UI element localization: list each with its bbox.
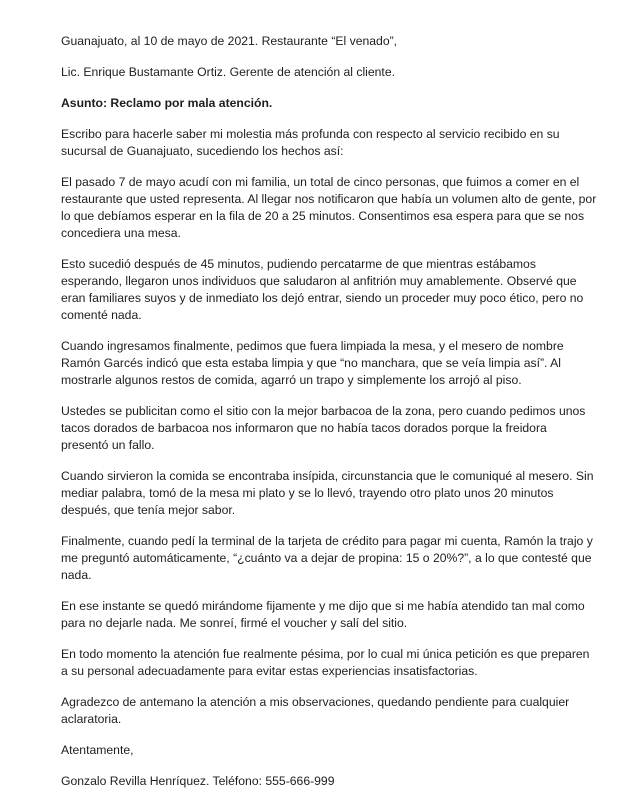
body-paragraph-10: Agradezco de antemano la atención a mis observaciones, quedando pendiente para cualquier aclaratoria.	[61, 695, 570, 726]
subject-line: Asunto: Reclamo por mala atención.	[61, 96, 273, 110]
date-line: Guanajuato, al 10 de mayo de 2021. Restaurante “El venado”,	[61, 34, 398, 48]
recipient-line: Lic. Enrique Bustamante Ortiz. Gerente de atención al cliente.	[61, 65, 395, 79]
body-paragraph-4: Cuando ingresamos finalmente, pedimos que fuera limpiada la mesa, y el mesero de nombre Ramón Garcés indicó que esta estaba limpia y que “no manchara, que se veía limpia así”. Al mostrarle algunos restos de comida, agarró un trapo y simplemente los arrojó al piso.	[61, 339, 564, 387]
body-paragraph-2: El pasado 7 de mayo acudí con mi familia, un total de cinco personas, que fuimos a comer en el restaurante que usted representa. Al llegar nos notificaron que había un volumen alto de gente, por lo que debíamos esperar en la fila de 20 a 25 minutos. Consentimos esa espera para que se nos concediera una mesa.	[61, 175, 597, 240]
closing-line: Atentamente,	[61, 743, 134, 757]
body-paragraph-6: Cuando sirvieron la comida se encontraba insípida, circunstancia que le comuniqué al mesero. Sin mediar palabra, tomó de la mesa mi plato y se lo llevó, trayendo otro plato unos 20 minutos después, que tenía mejor sabor.	[61, 469, 594, 517]
body-paragraph-1: Escribo para hacerle saber mi molestia más profunda con respecto al servicio recibido en su sucursal de Guanajuato, sucediendo los hechos así:	[61, 127, 560, 158]
body-paragraph-7: Finalmente, cuando pedí la terminal de la tarjeta de crédito para pagar mi cuenta, Ramón la trajo y me preguntó automáticamente, “¿cuánto va a dejar de propina: 15 o 20%?”, a lo que contesté que nada.	[61, 534, 593, 582]
body-paragraph-8: En ese instante se quedó mirándome fijamente y me dijo que si me había atendido tan mal como para no dejarle nada. Me sonreí, firmé el voucher y salí del sitio.	[61, 599, 585, 630]
body-paragraph-9: En todo momento la atención fue realmente pésima, por lo cual mi única petición es que preparen a su personal adecuadamente para evitar estas experiencias insatisfactorias.	[61, 647, 590, 678]
signature-line: Gonzalo Revilla Henríquez. Teléfono: 555-666-999	[61, 774, 335, 788]
body-paragraph-5: Ustedes se publicitan como el sitio con la mejor barbacoa de la zona, pero cuando pedimos unos tacos dorados de barbacoa nos informaron que no había tacos dorados porque la freidora presentó un fallo.	[61, 404, 586, 452]
body-paragraph-3: Esto sucedió después de 45 minutos, pudiendo percatarme de que mientras estábamos esperando, llegaron unos individuos que saludaron al anfitrión muy amablemente. Observé que eran familiares suyos y de inmediato los dejó entrar, siendo un proceder muy poco ético, pero no comenté nada.	[61, 257, 584, 322]
